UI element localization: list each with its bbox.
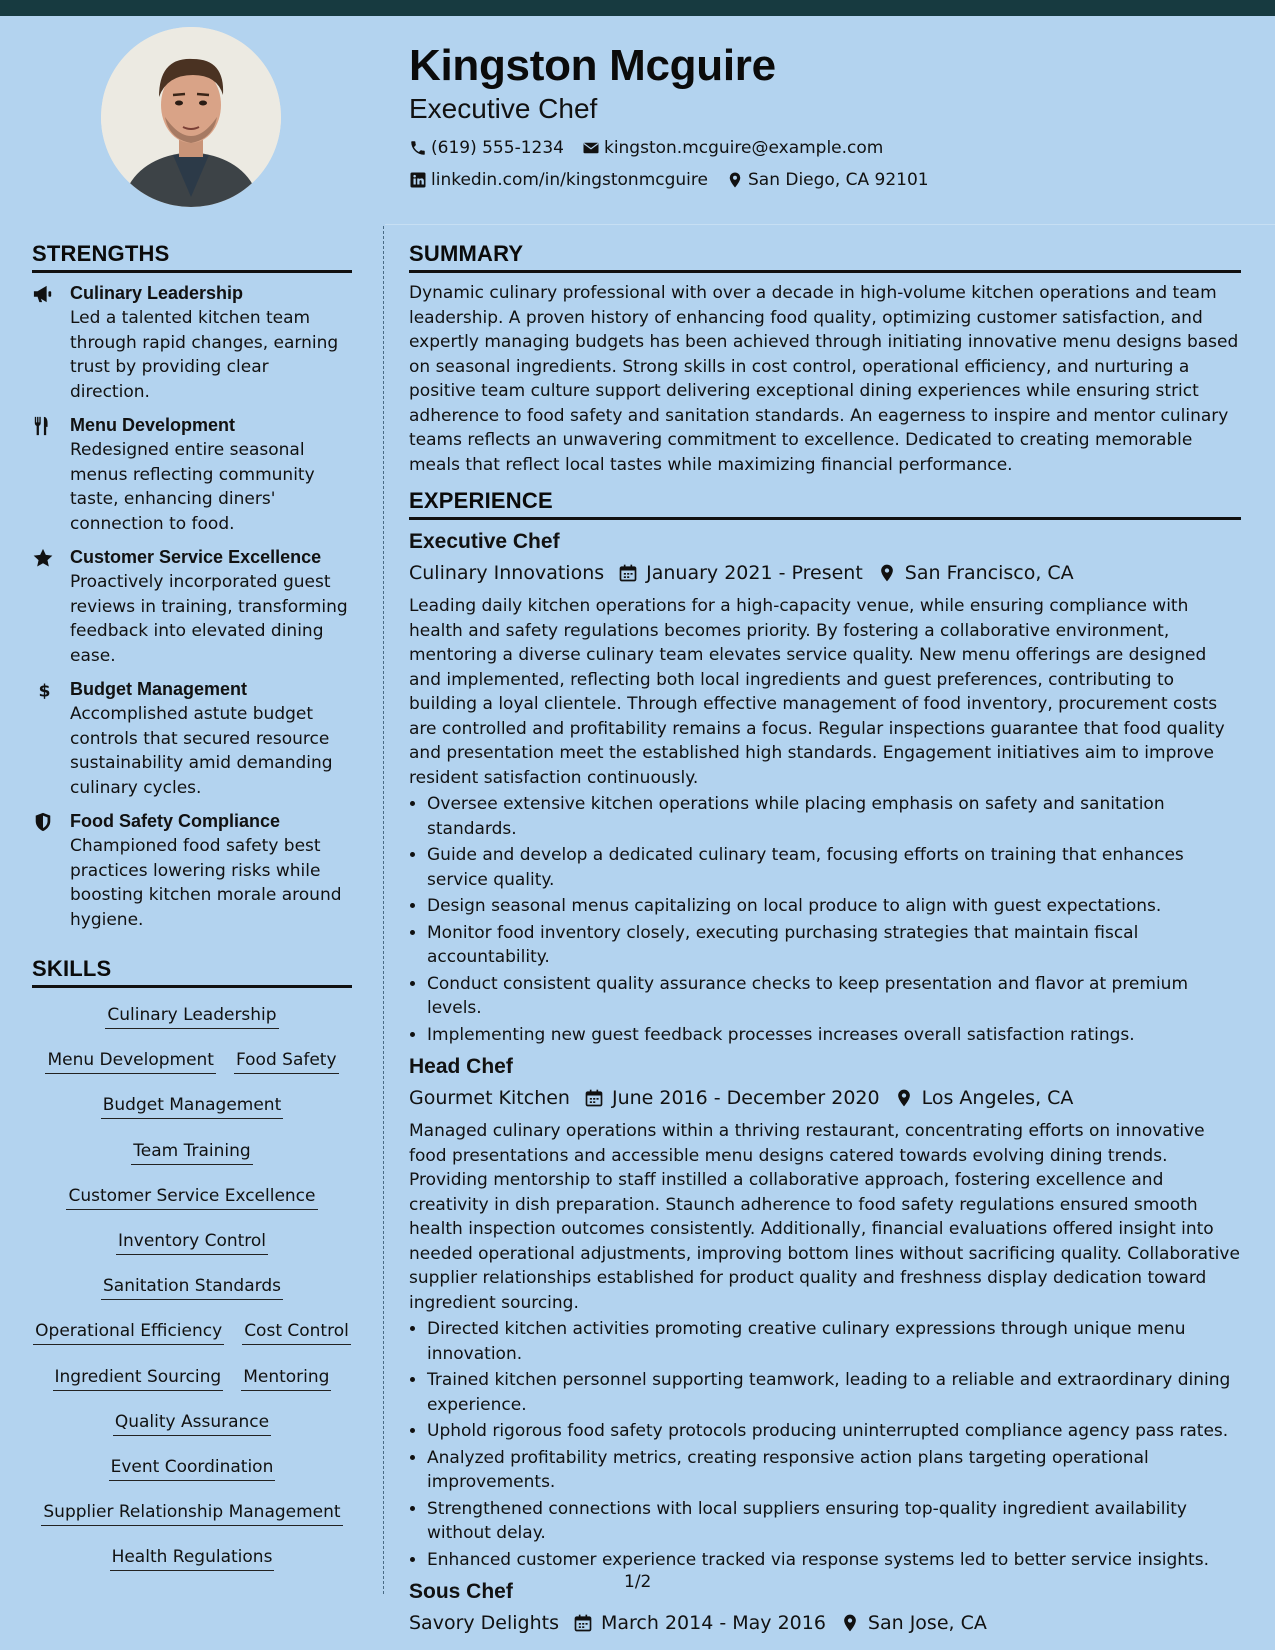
linkedin-contact [409,164,708,196]
strength-desc: Championed food safety best practices lowering risks while boosting kitchen morale around hygiene. [70,836,342,930]
skill-row [32,1138,352,1183]
section-rule [32,270,352,273]
calendar-icon [618,563,638,583]
skill-tag: Inventory Control [116,1228,268,1255]
experience-list [409,528,1241,1638]
job-dates [618,558,863,588]
skill-tag: Health Regulations [110,1544,275,1571]
strength-desc: Led a talented kitchen team through rapid changes, earning trust by providing clear direction. [70,308,339,402]
job-company [409,1608,559,1638]
job-meta [409,1083,1241,1113]
section-rule [32,985,352,988]
strength-desc: Proactively incorporated guest reviews in training, transforming feedback into elevated dining ease. [70,572,348,666]
bullet-item: • Guide and develop a dedicated culinary team, focusing efforts on training that enhances service quality. [427,843,1241,892]
strength-item [32,545,352,668]
strength-title: Culinary Leadership [70,283,244,303]
bullet-item: • Strengthened connections with local suppliers ensuring top-quality ingredient availability without delay. [427,1497,1241,1546]
job-meta [409,1608,1241,1638]
strength-title: Food Safety Compliance [70,811,281,831]
job-description: Leading daily kitchen operations for a high-capacity venue, while ensuring compliance with health and safety regulations becomes priority. By fostering a collaborative environment, mentoring a diverse culinary team elevates service quality. New menu offerings are designed and implemented, reflecting both local ingredients and guest preferences, contributing to building a loyal clientele. Through effective management of food inventory, procurement costs are controlled and profitability remains a focus. Regular inspections guarantee that food quality and presentation meet the established high standards. Engagement initiatives aim to improve resident satisfaction continuously. [409,596,1225,788]
skills-heading: SKILLS [32,956,112,981]
bullet-item: • Implementing new guest feedback processes increases overall satisfaction ratings. [427,1023,1241,1048]
skill-tag: Quality Assurance [113,1409,271,1436]
job-dates [584,1083,880,1113]
job-dates [573,1608,826,1638]
resume-header [409,40,1249,196]
map-pin-icon [840,1613,860,1633]
skill-row [32,1318,352,1363]
company-name: Gourmet Kitchen [409,1087,570,1109]
location-text: San Jose, CA [867,1612,987,1634]
map-pin-icon [726,171,744,189]
company-name: Savory Delights [409,1612,559,1634]
skill-tag: Culinary Leadership [105,1002,278,1029]
location-contact [726,164,929,196]
bullet-item: • Conduct consistent quality assurance checks to keep presentation and flavor at premium levels. [427,972,1241,1021]
skill-tag: Ingredient Sourcing [53,1364,224,1391]
skill-row [32,1273,352,1318]
skill-tag: Customer Service Excellence [66,1183,317,1210]
skills-list [32,996,352,1589]
bullet-item: • Uphold rigorous food safety protocols producing uninterrupted compliance agency pass rates. [427,1419,1241,1444]
job-location [894,1083,1074,1113]
calendar-icon [584,1088,604,1108]
email-contact [582,132,883,164]
header-divider [385,224,1275,225]
shield-icon [32,812,54,832]
location-text: San Francisco, CA [904,562,1074,584]
contact-row-1 [409,132,1249,164]
megaphone-icon [32,284,54,304]
strength-desc: Redesigned entire seasonal menus reflecting community taste, enhancing diners' connection to food. [70,440,315,534]
bullet-item: • Monitor food inventory closely, executing purchasing strategies that maintain fiscal accountability. [427,921,1241,970]
bullet-item: • Oversee extensive kitchen operations while placing emphasis on safety and sanitation standards. [427,792,1241,841]
profile-photo [101,27,281,207]
job-bullets [409,792,1241,1047]
job-description: Managed culinary operations within a thriving restaurant, concentrating efforts on innovative food presentations and accessible menu designs catered towards evolving dining trends. Providing mentorship to staff instilled a collaborative approach, fostering excellence and creativity in dish preparation. Staunch adherence to food safety regulations ensured smooth health inspection outcomes consistently. Additionally, financial evaluations offered insight into needed operational adjustments, improving bottom lines without sacrificing quality. Collaborative supplier relationships established for product quality and freshness display dedication toward ingredient sourcing. [409,1121,1240,1313]
dollar-icon [32,680,54,700]
phone-text[interactable]: (619) 555-1234 [431,138,564,158]
strength-title: Customer Service Excellence [70,547,322,567]
date-range: June 2016 - December 2020 [611,1087,880,1109]
top-accent-bar [0,0,1275,16]
skill-row [32,1047,352,1092]
skill-tag: Budget Management [101,1092,284,1119]
map-pin-icon [877,563,897,583]
skill-row [32,1364,352,1409]
job-entry [409,528,1241,1047]
email-text[interactable]: kingston.mcguire@example.com [603,138,884,158]
strength-title: Budget Management [70,679,248,699]
strength-item [32,677,352,800]
skill-tag: Cost Control [242,1318,351,1345]
job-position: Executive Chef [409,530,560,553]
job-bullets [409,1317,1241,1572]
column-divider [383,226,384,1594]
company-name: Culinary Innovations [409,562,605,584]
skill-row [32,1228,352,1273]
skill-tag: Sanitation Standards [101,1273,283,1300]
job-meta [409,558,1241,588]
strength-item [32,281,352,404]
skill-tag: Supplier Relationship Management [41,1499,342,1526]
left-column [32,240,352,1589]
skill-row [32,1092,352,1137]
bullet-item: • Analyzed profitability metrics, creating responsive action plans targeting operational improvements. [427,1446,1241,1495]
strength-title: Menu Development [70,415,236,435]
bullet-item: • Enhanced customer experience tracked via response systems led to better service insights. [427,1548,1241,1573]
utensils-icon [32,416,54,436]
strength-item [32,413,352,536]
job-location [840,1608,987,1638]
section-rule [409,517,1241,520]
skill-row [32,1454,352,1499]
skill-tag: Event Coordination [109,1454,276,1481]
job-company [409,1083,570,1113]
bullet-item: • Design seasonal menus capitalizing on local produce to align with guest expectations. [427,894,1241,919]
skill-tag: Operational Efficiency [33,1318,224,1345]
contact-row-2 [409,164,1249,196]
strengths-heading: STRENGTHS [32,241,170,266]
svg-text:$: $ [38,681,51,700]
envelope-icon [582,139,600,157]
location-text: Los Angeles, CA [921,1087,1074,1109]
candidate-name: Kingston Mcguire [409,41,776,90]
map-pin-icon [894,1088,914,1108]
bullet-item: • Directed kitchen activities promoting creative culinary expressions through unique menu innovation. [427,1317,1241,1366]
linkedin-text[interactable]: linkedin.com/in/kingstonmcguire [431,170,708,190]
job-entry [409,1578,1241,1638]
strength-item [32,809,352,932]
right-column [409,240,1241,1644]
phone-icon [409,139,427,157]
job-company [409,558,604,588]
job-position: Head Chef [409,1055,513,1078]
linkedin-icon [409,171,427,189]
job-position: Sous Chef [409,1580,513,1603]
strength-desc: Accomplished astute budget controls that secured resource sustainability amid demanding culinary cycles. [70,704,333,798]
skill-row [32,1002,352,1047]
calendar-icon [573,1613,593,1633]
job-entry [409,1053,1241,1572]
summary-heading: SUMMARY [409,241,524,266]
date-range: January 2021 - Present [646,562,863,584]
page-number: 1/2 [624,1572,652,1592]
skill-row [32,1544,352,1589]
skill-tag: Team Training [131,1138,252,1165]
skill-row [32,1499,352,1544]
star-icon [32,548,54,568]
experience-heading: EXPERIENCE [409,488,553,513]
section-rule [409,270,1241,273]
phone-contact [409,132,564,164]
skill-tag: Menu Development [45,1047,216,1074]
job-location [877,558,1074,588]
bullet-item: • Trained kitchen personnel supporting teamwork, leading to a reliable and extraordinary dining experience. [427,1368,1241,1417]
job-title-heading: Executive Chef [409,93,598,124]
summary-text: Dynamic culinary professional with over a decade in high-volume kitchen operations and team leadership. A proven history of enhancing food quality, optimizing customer satisfaction, and expertly managing budgets has been achieved through initiating innovative menu designs based on seasonal ingredients. Strong skills in cost control, operational efficiency, and nurturing a positive team culture support delivering exceptional dining experiences while ensuring strict adherence to food safety and sanitation standards. An eagerness to inspire and mentor culinary teams reflects an unwavering commitment to excellence. Dedicated to creating memorable meals that reflect local tastes while maximizing financial performance. [409,283,1239,475]
skill-tag: Mentoring [241,1364,331,1391]
skill-row [32,1183,352,1228]
location-text: San Diego, CA 92101 [747,170,929,190]
skill-tag: Food Safety [234,1047,339,1074]
skill-row [32,1409,352,1454]
date-range: March 2014 - May 2016 [601,1612,826,1634]
